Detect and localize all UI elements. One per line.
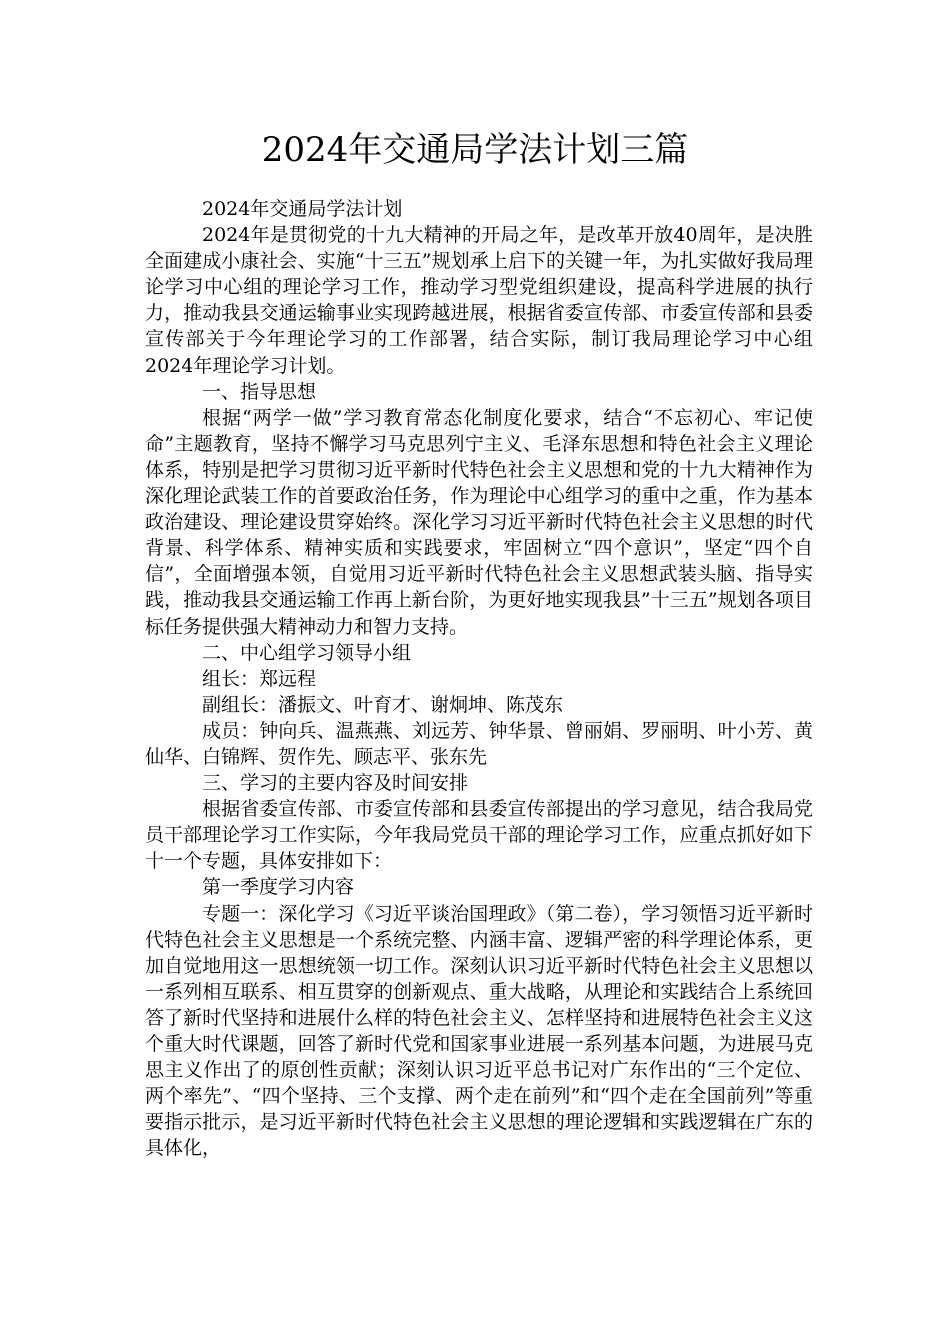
intro-paragraph: 2024年是贯彻党的十九大精神的开局之年，是改革开放40周年，是决胜全面建成小康社会、实施“十三五”规划承上启下的关键一年，为扎实做好我局理论学习中心组的理论学习工作，推动学习型党组织建设，提高科学进展的执行力，推动我县交通运输事业实现跨越进展，根据省委宣传部、市委宣传部和县委宣传部关于今年理论学习的工作部署，结合实际，制订我局理论学习中心组2024年理论学习计划。 [145, 224, 813, 377]
heading-main-content: 三、学习的主要内容及时间安排 [202, 772, 469, 795]
deputy-leaders-line: 副组长：潘振文、叶育才、谢炯坤、陈茂东 [202, 693, 564, 716]
guiding-ideology-paragraph: 根据“两学一做”学习教育常态化制度化要求，结合“不忘初心、牢记使命”主题教育，坚持不懈学习马克思列宁主义、毛泽东思想和特色社会主义理论体系，特别是把学习贯彻习近平新时代特色社会主义思想和党的十九大精神作为深化理论武装工作的首要政治任务，作为理论中心组学习的重中之重，作为基本政治建设、理论建设贯穿始终。深化学习习近平新时代特色社会主义思想的时代背景、科学体系、精神实质和实践要求，牢固树立“四个意识”，坚定“四个自信”，全面增强本领，自觉用习近平新时代特色社会主义思想武装头脑、指导实践，推动我县交通运输工作再上新台阶，为更好地实现我县”十三五”规划各项目标任务提供强大精神动力和智力支持。 [145, 406, 813, 638]
group-leader-line: 组长：郑远程 [202, 667, 317, 690]
members-line: 成员：钟向兵、温燕燕、刘远芳、钟华景、曾丽娟、罗丽明、叶小芳、黄仙华、白锦辉、贺作先、顾志平、张东先 [145, 719, 813, 768]
heading-leadership-group: 二、中心组学习领导小组 [202, 641, 412, 664]
document-title: 2024年交通局学法计划三篇 [261, 130, 689, 170]
topic-one-paragraph: 专题一：深化学习《习近平谈治国理政》（第二卷），学习领悟习近平新时代特色社会主义思想是一个系统完整、内涵丰富、逻辑严密的科学理论体系，更加自觉地用这一思想统领一切工作。深刻认识习近平新时代特色社会主义思想以一系列相互联系、相互贯穿的创新观点、重大战略，从理论和实践结合上系统回答了新时代坚持和进展什么样的特色社会主义、怎样坚持和进展特色社会主义这个重大时代课题，回答了新时代党和国家事业进展一系列基本问题，为进展马克思主义作出了的原创性贡献；深刻认识习近平总书记对广东作出的“三个定位、两个率先”、“四个坚持、三个支撑、两个走在前列”和“四个走在全国前列”等重要指示批示，是习近平新时代特色社会主义思想的理论逻辑和实践逻辑在广东的具体化， [145, 902, 813, 1160]
document-body [145, 196, 813, 1161]
heading-first-quarter: 第一季度学习内容 [202, 876, 355, 899]
main-content-paragraph: 根据省委宣传部、市委宣传部和县委宣传部提出的学习意见，结合我局党员干部理论学习工作实际，今年我局党员干部的理论学习工作，应重点抓好如下十一个专题，具体安排如下： [145, 798, 813, 873]
section-subtitle: 2024年交通局学法计划 [202, 198, 403, 220]
heading-guiding-ideology: 一、指导思想 [202, 380, 317, 403]
